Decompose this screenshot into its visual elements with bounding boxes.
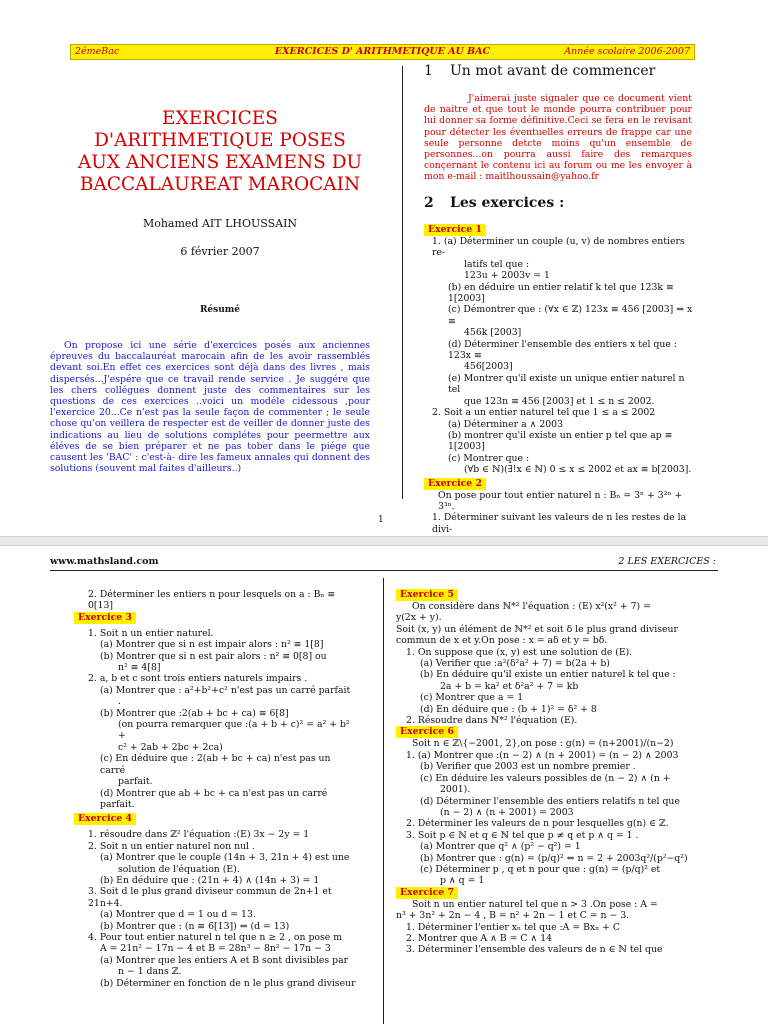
header-right: Année scolaire 2006-2007 <box>564 46 690 57</box>
column-divider <box>402 66 403 499</box>
ex1-line: (b) en déduire un entier relatif k tel que 123k ≡ 1[2003] <box>448 281 674 305</box>
section-2-heading <box>424 195 565 211</box>
exercise-6-label: Exercice 6 <box>396 726 458 738</box>
exercise-7-label: Exercice 7 <box>396 887 458 899</box>
section-number: 1 <box>424 63 433 79</box>
section-1-heading <box>424 63 656 79</box>
header-rule <box>50 570 718 571</box>
ex1-line: 2. Soit a un entier naturel tel que 1 ≤ a ≤ 2002 <box>432 407 656 419</box>
ex6-line: (b) Verifier que 2003 est un nombre premier . <box>420 761 636 773</box>
exercises-col-right-p2 <box>396 589 718 956</box>
ex4-line: 1. résoudre dans ℤ² l'équation :(E) 3x − 2y = 1 <box>88 829 310 841</box>
ex4-line: A = 21n² − 17n − 4 et B = 28n³ − 8n² − 17n − 3 <box>100 943 331 955</box>
ex5-line: On considère dans ℕ*² l'équation : (E) x²(x² + 7) = <box>412 601 651 612</box>
ex1-line: (d) Déterminer l'ensemble des entiers x tel que : 123x ≡ <box>448 338 677 362</box>
ex3-line: n² ≡ 4[8] <box>118 662 161 674</box>
header-center: EXERCICES D' ARITHMETIQUE AU BAC <box>274 46 491 57</box>
ex4-line: (a) Montrer que le couple (14n + 3, 21n + 4) est une <box>100 852 350 864</box>
ex6-line: 3. Soit p ∈ ℕ et q ∈ ℕ tel que p ≠ q et p ∧ q = 1 . <box>406 829 639 841</box>
ex5-line: y(2x + y). <box>396 612 442 624</box>
exercise-3-label: Exercice 3 <box>74 612 136 624</box>
ex4-line: 2. Soit n un entier naturel non nul . <box>88 840 255 852</box>
column-divider <box>383 578 384 1024</box>
ex3-line: c² + 2ab + 2bc + 2ca) <box>118 741 223 753</box>
ex7-line: n³ + 3n² + 2n − 4 , B = n² + 2n − 1 et C = n − 3. <box>396 910 630 922</box>
header-bar <box>70 44 695 60</box>
ex1-line: 456[2003] <box>464 361 513 373</box>
exercises-col-p1 <box>424 224 694 547</box>
abstract-heading: Résumé <box>199 305 241 315</box>
exercise-5-label: Exercice 5 <box>396 589 458 601</box>
ex1-line: (b) montrer qu'il existe un entier p tel que ap ≡ 1[2003] <box>448 429 673 453</box>
page-number: 1 <box>378 515 384 525</box>
ex4-line: (a) Montrer que d = 1 ou d = 13. <box>100 909 256 921</box>
author: Mohamed AIT LHOUSSAIN <box>142 217 298 230</box>
ex1-line: (∀b ∈ ℕ)(∃!x ∈ ℕ) 0 ≤ x ≤ 2002 et ax ≡ b[2003]. <box>464 464 692 476</box>
ex3-line: 1. Soit n un entier naturel. <box>88 627 214 639</box>
ex3-line: (c) En déduire que : 2(ab + bc + ca) n'est pas un carré <box>100 753 331 776</box>
ex4-line: (b) En déduire que : (21n + 4) ∧ (14n + 3) = 1 <box>100 874 320 886</box>
ex3-line: (b) Montrer que :2(ab + bc + ca) ≡ 6[8] <box>100 707 289 719</box>
ex7-line: 3. Déterminer l'ensemble des valeurs de n ∈ ℕ tel que <box>406 944 663 956</box>
page-separator <box>0 536 768 546</box>
ex5-line: (c) Montrer que a = 1 <box>420 692 524 704</box>
ex5-line: 2. Résoudre dans ℕ*² l'équation (E). <box>406 715 578 727</box>
ex6-line: (a) Montrer que q² ∧ (p² − q²) = 1 <box>420 841 581 853</box>
ex7-line: 1. Déterminer l'entier xₙ tel que :A = Bxₙ + C <box>406 921 621 933</box>
date: 6 février 2007 <box>180 245 260 258</box>
intro-text <box>424 93 692 183</box>
ex3-line: (a) Montrer que : a²+b²+c² n'est pas un carré parfait <box>100 684 351 696</box>
ex5-line: commun de x et y.On pose : x = aδ et y = bδ. <box>396 635 608 647</box>
ex3-line: (b) Montrer que si n est pair alors : n² ≡ 0[8] ou <box>100 650 327 662</box>
ex6-line: (n − 2) ∧ (n + 2001) = 2003 <box>440 806 574 818</box>
ex4-line: (b) Montrer que : (n ≡ 6[13]) ⇔ (d = 13) <box>100 920 290 932</box>
ex2-line: 2. Déterminer les entiers n pour lesquels on a : Bₙ ≡ 0[13] <box>88 589 336 612</box>
ex3-line: (d) Montrer que ab + bc + ca n'est pas un carré parfait. <box>100 787 328 810</box>
exercise-2-label: Exercice 2 <box>424 478 486 490</box>
intro-body: J'aimerai juste signaler que ce document vient de naitre et que tout le monde pourra contribuer pour lui donner sa forme définitive.Ceci se fera en le revisant pour détecter les éventuelles erreurs de frappe car une seule personne detcte moins qu'un ensemble de personnes...on pourra aussi faire des remarques conçernant le contenu ici au forum ou me les envoyer à mon e-mail : maitlhoussain@yahoo.fr <box>424 93 692 183</box>
section-number: 2 <box>424 195 434 211</box>
ex1-line: que 123n ≡ 456 [2003] et 1 ≤ n ≤ 2002. <box>464 395 655 407</box>
ex1-line: latifs tel que : <box>464 258 530 270</box>
title-line: AUX ANCIENS EXAMENS DU <box>77 152 363 173</box>
ex6-line: Soit n ∈ ℤ\{−2001, 2},on pose : g(n) = (n+2001)/(n−2) <box>412 738 674 750</box>
ex1-line: (a) Déterminer a ∧ 2003 <box>448 418 563 430</box>
ex1-line: (e) Montrer qu'il existe un unique entier naturel n tel <box>448 372 685 396</box>
exercise-1-label: Exercice 1 <box>424 224 486 236</box>
ex4-line: n − 1 dans ℤ. <box>118 966 182 978</box>
ex6-line: (c) Déterminer p , q et n pour que : g(n) = (p/q)² et <box>420 863 661 875</box>
ex1-line: (c) Démontrer que : (∀x ∈ ℤ) 123x ≡ 456 [2003] ⇔ x ≡ <box>448 304 693 327</box>
exercises-col-left-p2 <box>74 589 356 989</box>
ex5-line: (b) En déduire qu'il existe un entier naturel k tel que : <box>420 669 676 681</box>
title-line: EXERCICES <box>162 108 278 129</box>
ex1-line: (c) Montrer que : <box>448 452 530 464</box>
ex5-line: (a) Verifier que :a²(δ²a² + 7) = b(2a + b) <box>420 658 610 670</box>
section-title: Les exercices : <box>450 195 565 211</box>
ex6-line: 2001). <box>440 784 471 796</box>
ex5-line: (d) En déduire que : (b + 1)² = δ² + 8 <box>420 703 597 715</box>
ex1-line: 123u + 2003v = 1 <box>464 270 550 282</box>
ex6-line: (b) Montrer que : g(n) = (p/q)² ⇔ n = 2 + 2003q²/(p²−q²) <box>420 852 688 864</box>
ex4-line: 4. Pour tout entier naturel n tel que n ≥ 2 , on pose m <box>88 931 343 943</box>
ex5-line: 1. On suppose que (x, y) est une solution de (E). <box>406 646 633 658</box>
exercise-4-label: Exercice 4 <box>74 813 136 825</box>
abstract-text <box>50 340 370 474</box>
ex4-line: 3. Soit d le plus grand diviseur commun de 2n+1 et 21n+4. <box>88 886 332 909</box>
ex3-line: (on pourra remarquer que :(a + b + c)² = a² + b² + <box>118 719 350 742</box>
site-url[interactable]: www.mathsland.com <box>50 556 159 567</box>
ex3-line: parfait. <box>118 776 153 788</box>
running-header: 2 LES EXERCICES : <box>618 556 716 567</box>
ex5-line: 2a + b = ka² et δ²a² + 7 = kb <box>440 680 579 692</box>
section-title: Un mot avant de commencer <box>450 63 656 79</box>
ex5-line: Soit (x, y) un élément de ℕ*² et soit δ le plus grand diviseur <box>396 623 678 635</box>
ex6-line: (d) Déterminer l'ensemble des entiers relatifs n tel que <box>420 795 680 807</box>
ex1-line: 456k [2003] <box>464 327 522 339</box>
document-title <box>50 108 390 196</box>
title-line: BACCALAUREAT MAROCAIN <box>79 174 361 195</box>
ex3-line: (a) Montrer que si n est impair alors : n² ≡ 1[8] <box>100 639 324 651</box>
ex3-line: 2. a, b et c sont trois entiers naturels impairs . <box>88 673 308 685</box>
ex4-line: solution de l'équation (E). <box>118 863 240 875</box>
title-line: D'ARITHMETIQUE POSES <box>94 130 346 151</box>
ex2-line: On pose pour tout entier naturel n : Bₙ = 3ⁿ + 3²ⁿ + 3³ⁿ. <box>438 489 683 512</box>
ex1-line: 1. (a) Déterminer un couple (u, v) de nombres entiers re- <box>432 236 685 259</box>
ex6-line: (c) En déduire les valeurs possibles de (n − 2) ∧ (n + <box>420 772 671 784</box>
ex4-line: (a) Montrer que les entiers A et B sont divisibles par <box>100 954 349 966</box>
ex6-line: p ∧ q = 1 <box>440 875 485 887</box>
ex6-line: 2. Déterminer les valeurs de n pour lesquelles g(n) ∈ ℤ. <box>406 818 669 830</box>
ex2-line: 1. Déterminer suivant les valeurs de n les restes de la divi- <box>432 512 687 535</box>
ex3-line: . <box>118 696 121 708</box>
ex7-line: Soit n un entier naturel tel que n > 3 .On pose : A = <box>412 898 658 910</box>
ex6-line: 1. (a) Montrer que :(n − 2) ∧ (n + 2001) = (n − 2) ∧ 2003 <box>406 749 679 761</box>
header-left: 2émeBac <box>75 46 120 57</box>
ex7-line: 2. Montrer que A ∧ B = C ∧ 14 <box>406 932 553 944</box>
ex4-line: (b) Déterminer en fonction de n le plus grand diviseur <box>100 977 356 989</box>
abstract-body: On propose ici une série d'exercices posés aux anciennes épreuves du baccalauréat marocain afin de les avoir rassemblés devant soi.En effet ces exercices sont déjà dans des livres , mais dispersés...J'espére que ce travail rende service . Je suggére que les chers collégues donnent juste des commentaires sur les questions de ces exercices ..voici un modéle cidessous ,pour l'exercice 20...Ce n'est pas la seule façon de commenter ; le seule chose qu'on veillera de respecter est de veiller de donner juste des indications au lieu de solutions complétes pour peermettre aux éléves de se bien préparer et ne pas tober dans le piége que causent les 'BAC' : c'est-à- dire les fameux annales qui donnent des solutions (souvent mal faites d'ailleurs..) <box>50 340 370 475</box>
